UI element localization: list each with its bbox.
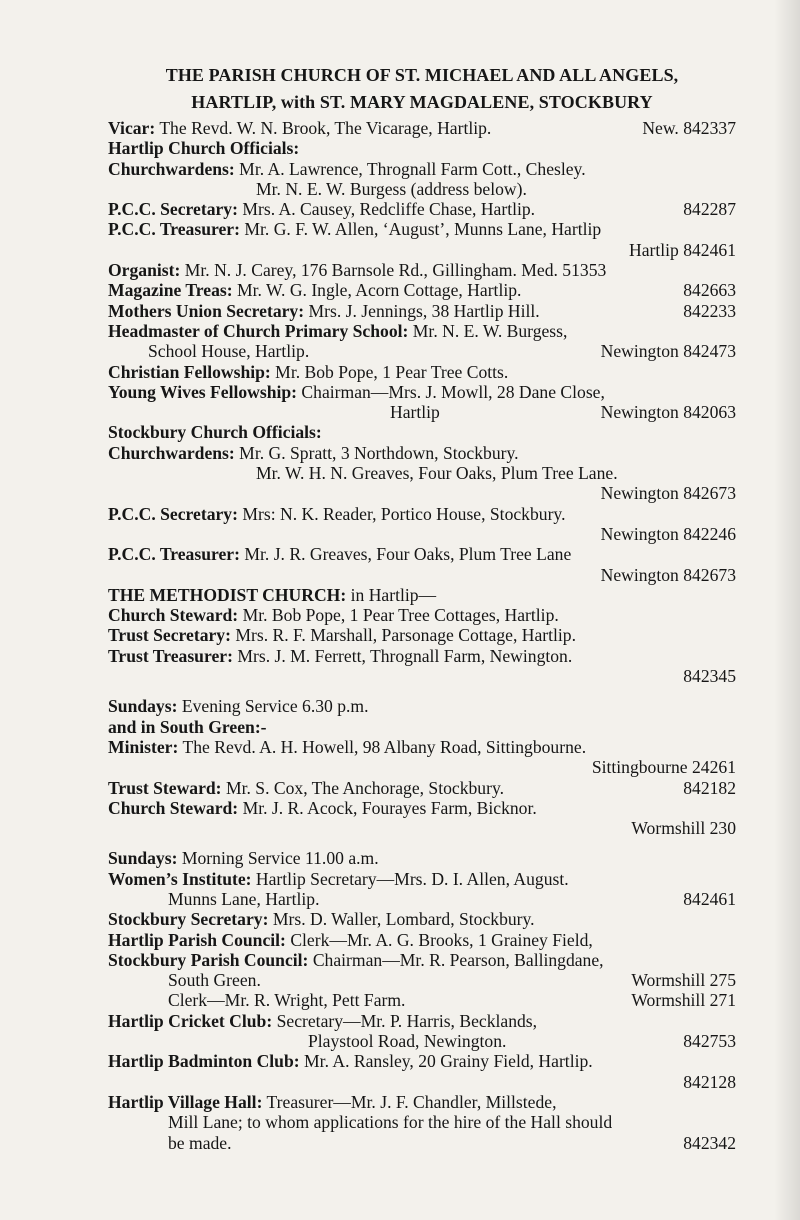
sundays-evening: Sundays: Evening Service 6.30 p.m.: [108, 696, 369, 717]
page-title: [108, 62, 736, 116]
stockbury-churchwardens-phone: Newington 842673: [600, 483, 736, 504]
hartlip-pcc-secretary: P.C.C. Secretary: Mrs. A. Causey, Redcliffe Chase, Hartlip. 842287: [108, 199, 736, 220]
stockbury-pcc-secretary-phone: Newington 842246: [600, 523, 736, 544]
cricket-club-address: Playstool Road, Newington. 842753: [308, 1031, 736, 1052]
hartlip-officials-heading: Hartlip Church Officials:: [108, 138, 300, 159]
organist-entry: Organist: Mr. N. J. Carey, 176 Barnsole Rd., Gillingham. Med. 51353: [108, 260, 607, 281]
womens-institute-address: Munns Lane, Hartlip. 842461: [168, 888, 736, 909]
village-hall-line2: Mill Lane; to whom applications for the hire of the Hall should: [168, 1112, 613, 1133]
mothers-union-secretary: Mothers Union Secretary: Mrs. J. Jennings, 38 Hartlip Hill. 842233: [108, 300, 736, 321]
christian-fellowship: Christian Fellowship: Mr. Bob Pope, 1 Pear Tree Cotts.: [108, 361, 509, 382]
womens-institute: Women’s Institute: Hartlip Secretary—Mrs. D. I. Allen, August.: [108, 868, 569, 889]
hartlip-pcc-treasurer: P.C.C. Treasurer: Mr. G. F. W. Allen, ‘August’, Munns Lane, Hartlip: [108, 219, 602, 240]
methodist-trust-secretary: Trust Secretary: Mrs. R. F. Marshall, Parsonage Cottage, Hartlip.: [108, 625, 577, 646]
title-line-2: HARTLIP, with ST. MARY MAGDALENE, STOCKBURY: [191, 92, 653, 112]
directory-page: [108, 62, 736, 1153]
stockbury-secretary: Stockbury Secretary: Mrs. D. Waller, Lombard, Stockbury.: [108, 909, 535, 930]
hartlip-parish-council: Hartlip Parish Council: Clerk—Mr. A. G. Brooks, 1 Grainey Field,: [108, 929, 593, 950]
title-line-1: THE PARISH CHURCH OF ST. MICHAEL AND ALL ANGELS,: [165, 65, 679, 85]
stockbury-pcc-secretary: P.C.C. Secretary: Mrs: N. K. Reader, Portico House, Stockbury.: [108, 503, 566, 524]
hartlip-churchwardens-line2: Mr. N. E. W. Burgess (address below).: [256, 178, 527, 199]
young-wives-fellowship: Young Wives Fellowship: Chairman—Mrs. J. Mowll, 28 Dane Close,: [108, 381, 605, 402]
hartlip-pcc-treasurer-phone: Hartlip 842461: [628, 239, 736, 260]
methodist-heading: THE METHODIST CHURCH: in Hartlip—: [108, 584, 437, 605]
methodist-trust-treasurer-phone: 842345: [683, 666, 736, 687]
stockbury-churchwardens: Churchwardens: Mr. G. Spratt, 3 Northdown, Stockbury.: [108, 442, 519, 463]
hartlip-village-hall: Hartlip Village Hall: Treasurer—Mr. J. F. Chandler, Millstede,: [108, 1091, 557, 1112]
village-hall-line3: be made. 842342: [168, 1132, 736, 1153]
stockbury-pcc-treasurer-phone: Newington 842673: [600, 564, 736, 585]
stockbury-parish-council-chairman-address: South Green. Wormshill 275: [168, 970, 736, 991]
sundays-morning: Sundays: Morning Service 11.00 a.m.: [108, 848, 379, 869]
minister-entry: Minister: The Revd. A. H. Howell, 98 Albany Road, Sittingbourne.: [108, 736, 587, 757]
hartlip-churchwardens: Churchwardens: Mr. A. Lawrence, Thrognall Farm Cott., Chesley.: [108, 158, 586, 179]
hartlip-badminton-club: Hartlip Badminton Club: Mr. A. Ransley, 20 Grainy Field, Hartlip.: [108, 1051, 593, 1072]
stockbury-officials-heading: Stockbury Church Officials:: [108, 422, 322, 443]
church-steward-phone: Wormshill 230: [631, 818, 736, 839]
methodist-church-steward: Church Steward: Mr. Bob Pope, 1 Pear Tree Cottages, Hartlip.: [108, 605, 559, 626]
stockbury-parish-council-clerk: Clerk—Mr. R. Wright, Pett Farm. Wormshill 271: [168, 990, 736, 1011]
stockbury-churchwardens-line2: Mr. W. H. N. Greaves, Four Oaks, Plum Tree Lane.: [256, 463, 618, 484]
badminton-club-phone: 842128: [683, 1071, 736, 1092]
south-green-heading: and in South Green:-: [108, 716, 267, 737]
church-steward-south-green: Church Steward: Mr. J. R. Acock, Fourayes Farm, Bicknor.: [108, 797, 537, 818]
stockbury-pcc-treasurer: P.C.C. Treasurer: Mr. J. R. Greaves, Four Oaks, Plum Tree Lane: [108, 544, 572, 565]
magazine-treasurer: Magazine Treas: Mr. W. G. Ingle, Acorn Cottage, Hartlip. 842663: [108, 280, 736, 301]
hartlip-cricket-club: Hartlip Cricket Club: Secretary—Mr. P. Harris, Becklands,: [108, 1010, 538, 1031]
vicar-entry: Vicar: The Revd. W. N. Brook, The Vicarage, Hartlip. New. 842337: [108, 118, 736, 138]
young-wives-address: Hartlip Newington 842063: [390, 402, 736, 423]
stockbury-parish-council: Stockbury Parish Council: Chairman—Mr. R. Pearson, Ballingdane,: [108, 949, 604, 970]
minister-phone: Sittingbourne 24261: [591, 757, 736, 778]
trust-steward: Trust Steward: Mr. S. Cox, The Anchorage, Stockbury. 842182: [108, 777, 736, 798]
headmaster-entry: Headmaster of Church Primary School: Mr. N. E. W. Burgess,: [108, 320, 568, 341]
page-edge-shadow: [774, 0, 800, 1220]
methodist-trust-treasurer: Trust Treasurer: Mrs. J. M. Ferrett, Thrognall Farm, Newington.: [108, 645, 573, 666]
headmaster-address: School House, Hartlip. Newington 842473: [148, 341, 736, 362]
